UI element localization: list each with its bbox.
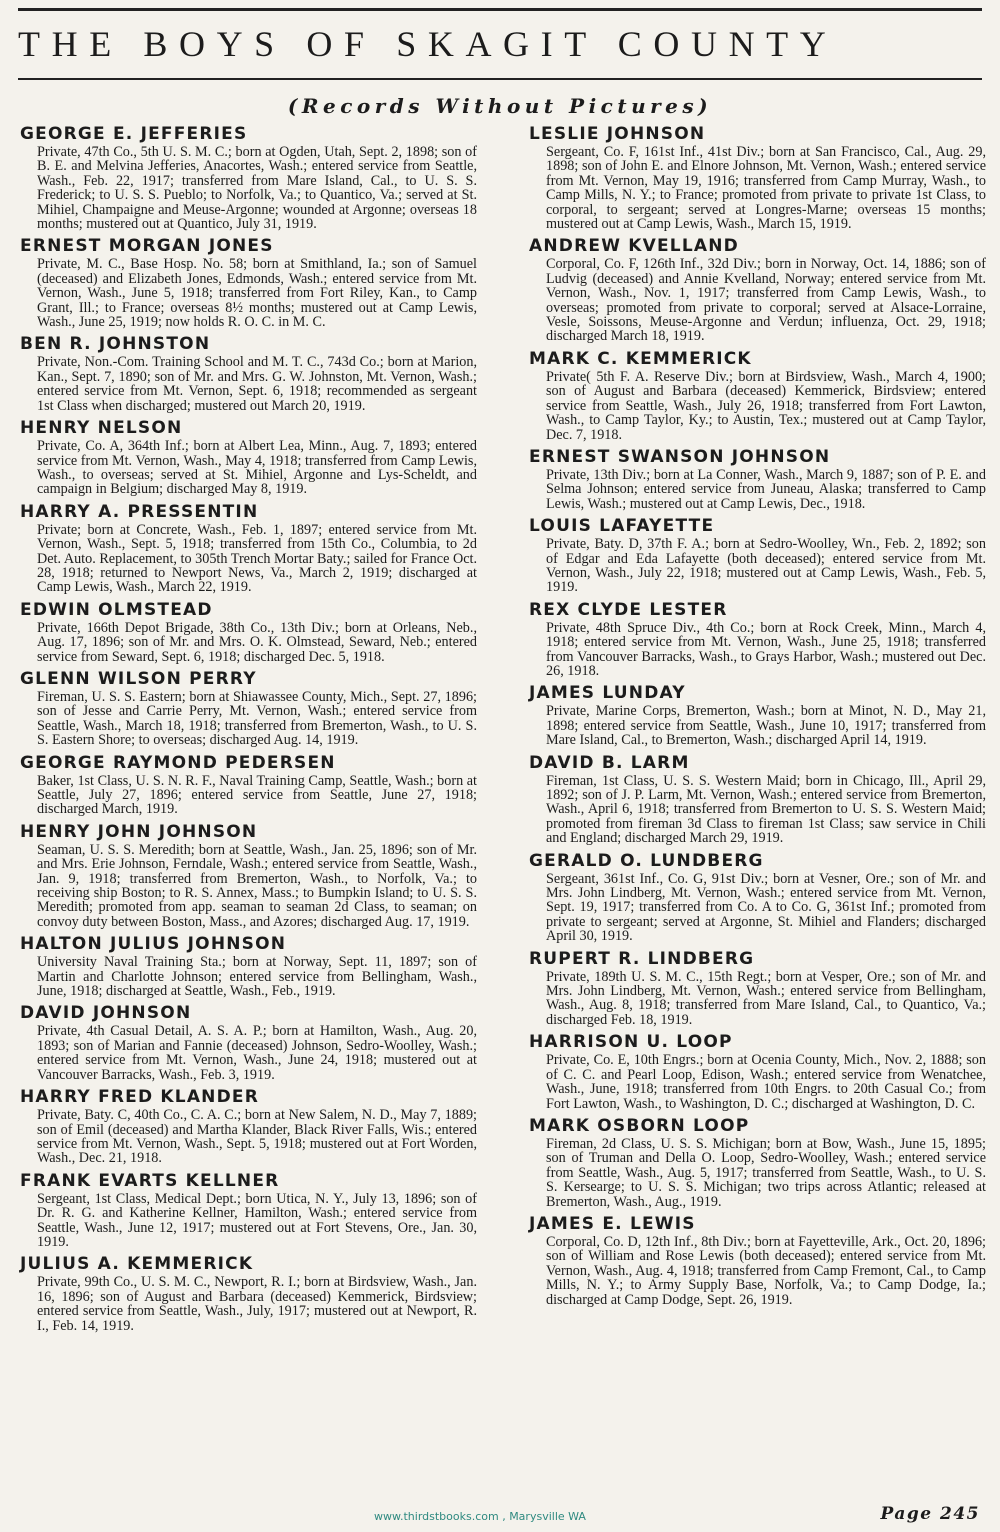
record-entry — [20, 124, 477, 231]
record-entry — [20, 1003, 477, 1082]
record-name: FRANK EVARTS KELLNER — [20, 1170, 280, 1191]
record-entry — [20, 418, 477, 497]
record-name: GLENN WILSON PERRY — [20, 668, 257, 689]
record-entry — [20, 934, 477, 998]
record-entry — [20, 1254, 477, 1333]
record-name: ERNEST MORGAN JONES — [20, 236, 274, 257]
title-rule — [18, 78, 982, 80]
record-entry — [529, 600, 986, 679]
record-bio: Private, Non.-Com. Training School and M. T. C., 743d Co.; born at Marion, Kan., Sept. 7, 1890; son of Mr. and Mrs. G. W. Johnston, Mt. Vernon, Wash.; entered service from Mt. Vernon, Sept. 6, 1918; recommended as sergeant 1st Class when discharged; mustered out March 20, 1919. — [37, 354, 477, 414]
top-rule — [18, 8, 982, 11]
record-name: HALTON JULIUS JOHNSON — [20, 934, 287, 955]
record-name: HENRY NELSON — [20, 418, 183, 439]
record-bio: Seaman, U. S. S. Meredith; born at Seattle, Wash., Jan. 25, 1896; son of Mr. and Mrs. Erie Johnson, Ferndale, Wash.; entered service from Seattle, Wash., Jan. 9, 1918; transferred from Bremerton, Wash., to Norfolk, Va.; to receiving ship Boston; to R. S. Annex, Mass.; to Bumpkin Island; to U. S. S. Meredith; promoted from app. seaman to seaman 2d Class, to seaman; on convoy duty between Boston, Mass., and Azores; discharged Aug. 17, 1919. — [37, 841, 477, 930]
record-entry — [20, 1171, 477, 1250]
record-bio: Private( 5th F. A. Reserve Div.; born at Birdsview, Wash., March 4, 1900; son of August and Barbara (deceased) Kemmerick, Birdsview; entered service from Seattle, Wash., July 26, 1918; transferred from Fort Lawton, Wash., to Camp Taylor, Ky.; to Austin, Tex.; mustered out at Camp Taylor, Dec. 7, 1918. — [546, 368, 986, 443]
right-column — [529, 124, 986, 1312]
record-bio: Private, 48th Spruce Div., 4th Co.; born at Rock Creek, Minn., March 4, 1918; entered service from Mt. Vernon, Wash., June 25, 1918; transferred from Vancouver Barracks, Wash., to Grays Harbor, Wash.; mustered out Dec. 26, 1918. — [546, 619, 986, 679]
record-entry — [529, 124, 986, 231]
record-name: DAVID B. LARM — [529, 752, 690, 773]
record-bio: Baker, 1st Class, U. S. N. R. F., Naval Training Camp, Seattle, Wash.; born at Seattle, July 27, 1896; entered service from Seattle, June 27, 1918; discharged March, 1919. — [37, 772, 477, 818]
record-bio: Corporal, Co. F, 126th Inf., 32d Div.; born in Norway, Oct. 14, 1886; son of Ludvig (deceased) and Annie Kvelland, Norway; entered service from Mt. Vernon, Wash., Nov. 1, 1917; transferred from Camp Lewis, Wash., to overseas; promoted from private to corporal; served at Alsace-Lorraine, Vesle, Soissons, Meuse-Argonne and Verdun; influenza, Oct. 29, 1918; discharged March 18, 1919. — [546, 256, 986, 345]
record-entry — [20, 236, 477, 329]
record-bio: Private; born at Concrete, Wash., Feb. 1, 1897; entered service from Mt. Vernon, Wash., Sept. 5, 1918; transferred from 15th Co., Columbia, to 2d Det. Auto. Replacement, to 305th Trench Mortar Baty.; sailed for France Oct. 28, 1918; returned to Newport News, Va., March 2, 1919; discharged at Camp Lewis, Wash., March 22, 1919. — [37, 521, 477, 596]
record-name: HARRY FRED KLANDER — [20, 1087, 260, 1108]
record-name: JULIUS A. KEMMERICK — [20, 1254, 254, 1275]
record-entry — [529, 1116, 986, 1209]
record-bio: University Naval Training Sta.; born at Norway, Sept. 11, 1897; son of Martin and Charlotte Johnson; entered service from Bellingham, Wash., June, 1918; discharged at Seattle, Wash., Feb., 1919. — [37, 954, 477, 1000]
record-name: JAMES E. LEWIS — [529, 1213, 696, 1234]
record-entry — [20, 334, 477, 413]
record-bio: Sergeant, 1st Class, Medical Dept.; born Utica, N. Y., July 13, 1896; son of Dr. R. G. and Katherine Kellner, Hamilton, Wash.; entered service from Seattle, Wash., June 12, 1917; mustered out at Fort Stevens, Ore., Jan. 30, 1919. — [37, 1190, 477, 1250]
record-entry — [529, 1032, 986, 1111]
left-column — [20, 124, 477, 1338]
record-bio: Private, 47th Co., 5th U. S. M. C.; born at Ogden, Utah, Sept. 2, 1898; son of B. E. and Melvina Jefferies, Anacortes, Wash.; entered service from Seattle, Wash., Feb. 22, 1917; transferred from Mare Island, Cal., to U. S. S. Frederick; to U. S. S. Pueblo; to Norfolk, Va.; to Quantico, Va.; served at St. Mihiel, Champaigne and Meuse-Argonne; wounded at Argonne; overseas 18 months; mustered out at Quantico, July 31, 1919. — [37, 144, 477, 233]
record-name: BEN R. JOHNSTON — [20, 334, 211, 355]
record-bio: Sergeant, 361st Inf., Co. G, 91st Div.; born at Vesner, Ore.; son of Mr. and Mrs. John Lindberg, Mt. Vernon, Wash.; entered service from Mt. Vernon, Sept. 19, 1917; transferred from Co. A to Co. G, 361st Inf.; promoted from private to sergeant; served at Argonne, St. Mihiel and Flanders; discharged April 30, 1919. — [546, 870, 986, 945]
record-name: LESLIE JOHNSON — [529, 124, 706, 144]
record-entry — [529, 949, 986, 1028]
record-entry — [529, 683, 986, 747]
record-name: HARRY A. PRESSENTIN — [20, 501, 259, 522]
record-name: DAVID JOHNSON — [20, 1003, 192, 1024]
record-bio: Private, 13th Div.; born at La Conner, Wash., March 9, 1887; son of P. E. and Selma Johnson; entered service from Juneau, Alaska; transferred to Camp Lewis, Wash.; mustered out at Camp Lewis, Dec., 1918. — [546, 466, 986, 512]
record-name: RUPERT R. LINDBERG — [529, 948, 755, 969]
record-bio: Private, Marine Corps, Bremerton, Wash.; born at Minot, N. D., May 21, 1898; entered service from Seattle, Wash., June 10, 1917; transferred from Mare Island, Cal., to Bremerton, Wash.; discharged April 14, 1919. — [546, 703, 986, 749]
record-entry — [529, 851, 986, 944]
record-entry — [529, 516, 986, 595]
record-name: REX CLYDE LESTER — [529, 599, 728, 620]
record-bio: Fireman, 1st Class, U. S. S. Western Maid; born in Chicago, Ill., April 29, 1892; son of J. P. Larm, Mt. Vernon, Wash.; entered service from Bremerton, Wash., April 6, 1918; transferred from Bremerton to U. S. S. Western Maid; promoted from fireman 3d Class to fireman 1st Class; saw service in Chili and England; discharged March 29, 1919. — [546, 772, 986, 847]
record-entry — [20, 822, 477, 929]
record-bio: Private, 4th Casual Detail, A. S. A. P.; born at Hamilton, Wash., Aug. 20, 1893; son of Marian and Fannie (deceased) Johnson, Sedro-Woolley, Wash.; entered service from Mt. Vernon, Wash., June 24, 1918; mustered out at Vancouver Barracks, Wash., Feb. 3, 1919. — [37, 1023, 477, 1083]
record-entry — [20, 1087, 477, 1166]
record-bio: Private, Baty. D, 37th F. A.; born at Sedro-Woolley, Wn., Feb. 2, 1892; son of Edgar and Eda Lafayette (both deceased); entered service from Mt. Vernon, Wash., July 22, 1918; mustered out at Camp Lewis, Wash., Feb. 5, 1919. — [546, 536, 986, 596]
record-bio: Private, Co. A, 364th Inf.; born at Albert Lea, Minn., Aug. 7, 1893; entered service from Mt. Vernon, Wash., May 4, 1918; transferred from Camp Lewis, Wash., to overseas; served at St. Mihiel, Argonne and Lys-Scheldt, and campaign in Belgium; discharged May 8, 1919. — [37, 438, 477, 498]
record-entry — [529, 349, 986, 442]
record-bio: Private, 189th U. S. M. C., 15th Regt.; born at Vesper, Ore.; son of Mr. and Mrs. John Lindberg, Mt. Vernon, Wash.; entered service from Bellingham, Wash., Aug. 8, 1918; transferred from Mare Island, Cal., to Quantico, Va.; discharged Feb. 18, 1919. — [546, 968, 986, 1028]
page-number: Page 245 — [880, 1504, 980, 1524]
record-bio: Private, 166th Depot Brigade, 38th Co., 13th Div.; born at Orleans, Neb., Aug. 17, 1896; son of Mr. and Mrs. O. K. Olmstead, Seward, Neb.; entered service from Seward, Sept. 6, 1918; discharged Dec. 5, 1918. — [37, 619, 477, 665]
record-name: GEORGE RAYMOND PEDERSEN — [20, 752, 336, 773]
record-entry — [529, 236, 986, 343]
record-bio: Private, Baty. C, 40th Co., C. A. C.; born at New Salem, N. D., May 7, 1889; son of Emil (deceased) and Martha Klander, Black River Falls, Wis.; entered service from Mt. Vernon, Wash., Sept. 5, 1918; mustered out at Fort Worden, Wash., Dec. 21, 1918. — [37, 1107, 477, 1167]
footer-url: www.thirdstbooks.com , Marysville WA — [374, 1510, 586, 1523]
record-entry — [529, 753, 986, 846]
record-entry — [20, 669, 477, 748]
record-entry — [20, 600, 477, 664]
record-bio: Sergeant, Co. F, 161st Inf., 41st Div.; born at San Francisco, Cal., Aug. 29, 1898; son of John E. and Elnore Johnson, Mt. Vernon, Wash.; entered service from Mt. Vernon, May 19, 1916; transferred from Camp Murray, Wash., to Camp Mills, N. Y.; to France; promoted from private to private 1st Class, to corporal, to sergeant; served at Longres-Marne; overseas 15 months; mustered out at Camp Lewis, Wash., March 15, 1919. — [546, 144, 986, 233]
record-name: ERNEST SWANSON JOHNSON — [529, 446, 831, 467]
record-name: EDWIN OLMSTEAD — [20, 599, 213, 620]
record-name: LOUIS LAFAYETTE — [529, 516, 715, 537]
page-subtitle: (Records Without Pictures) — [287, 94, 713, 118]
record-bio: Private, M. C., Base Hosp. No. 58; born at Smithland, Ia.; son of Samuel (deceased) and Elizabeth Jones, Edmonds, Wash.; entered service from Mt. Vernon, Wash., June 5, 1918; transferred from Fort Riley, Kan., to Camp Grant, Ill.; to France; overseas 8½ months; mustered out at Camp Lewis, Wash., June 25, 1919; now holds R. O. C. in M. C. — [37, 256, 477, 331]
record-bio: Fireman, 2d Class, U. S. S. Michigan; born at Bow, Wash., June 15, 1895; son of Truman and Della O. Loop, Sedro-Woolley, Wash.; entered service from Seattle, Wash., Aug. 5, 1917; transferred from Seattle, Wash., to U. S. S. Kersearge; to U. S. S. Michigan; two trips across Atlantic; released at Bremerton, Wash., Aug., 1919. — [546, 1135, 986, 1210]
record-name: MARK C. KEMMERICK — [529, 348, 752, 369]
record-entry — [529, 447, 986, 511]
record-name: GEORGE E. JEFFERIES — [20, 124, 248, 144]
record-entry — [20, 502, 477, 595]
record-name: ANDREW KVELLAND — [529, 236, 739, 257]
record-bio: Private, 99th Co., U. S. M. C., Newport, R. I.; born at Birdsview, Wash., Jan. 16, 1896; son of August and Barbara (deceased) Kemmerick, Birdsview; entered service from Seattle, Wash., July, 1917; mustered out at Newport, R. I., Feb. 14, 1919. — [37, 1274, 477, 1334]
page-title: THE BOYS OF SKAGIT COUNTY — [18, 24, 838, 64]
record-bio: Corporal, Co. D, 12th Inf., 8th Div.; born at Fayetteville, Ark., Oct. 20, 1896; son of William and Rose Lewis (both deceased); entered service from Mt. Vernon, Wash., Aug. 4, 1918; transferred from Camp Fremont, Cal., to Camp Mills, N. Y.; to Army Supply Base, Norfolk, Va.; to Camp Dodge, Ia.; discharged at Camp Dodge, Sept. 26, 1919. — [546, 1233, 986, 1308]
record-entry — [20, 753, 477, 817]
record-entry — [529, 1214, 986, 1307]
record-name: GERALD O. LUNDBERG — [529, 850, 764, 871]
record-name: HENRY JOHN JOHNSON — [20, 821, 258, 842]
record-name: JAMES LUNDAY — [529, 683, 686, 704]
record-bio: Private, Co. E, 10th Engrs.; born at Ocenia County, Mich., Nov. 2, 1888; son of C. C. and Pearl Loop, Edison, Wash.; entered service from Wenatchee, Wash., June, 1918; transferred from 10th Engrs. to 20th Casual Co.; from Fort Lawton, Wash., to Washington, D. C.; discharged at Washington, D. C. — [546, 1052, 986, 1112]
record-name: MARK OSBORN LOOP — [529, 1115, 750, 1136]
record-name: HARRISON U. LOOP — [529, 1032, 733, 1053]
record-bio: Fireman, U. S. S. Eastern; born at Shiawassee County, Mich., Sept. 27, 1896; son of Jesse and Carrie Perry, Mt. Vernon, Wash.; entered service from Seattle, Wash., March 18, 1918; transferred from Bremerton, Wash., to U. S. S. Eastern Shore; to overseas; discharged Aug. 14, 1919. — [37, 688, 477, 749]
